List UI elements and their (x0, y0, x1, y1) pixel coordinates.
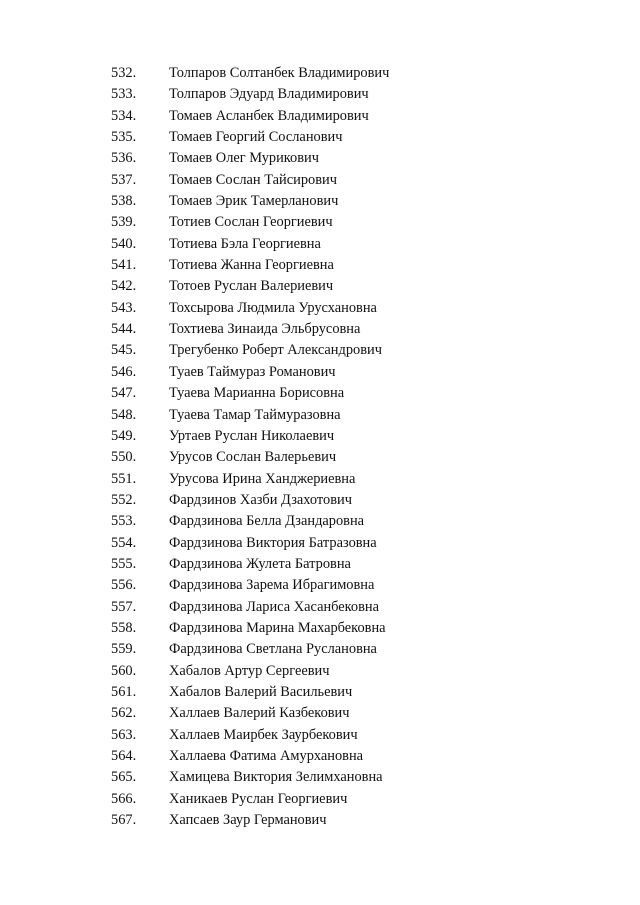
list-item (0, 63, 640, 84)
list-item-name: Томаев Асланбек Владимирович (169, 107, 369, 124)
list-item-number: 565. (111, 769, 137, 786)
list-item-name: Халлаев Маирбек Заурбекович (169, 726, 358, 743)
list-item-name: Урусова Ирина Ханджериевна (169, 470, 356, 487)
list-item (0, 191, 640, 212)
list-item (0, 554, 640, 575)
list-item-name: Туаев Таймураз Романович (169, 363, 336, 380)
list-item-name: Халлаев Валерий Казбекович (169, 705, 350, 722)
list-item-number: 557. (111, 598, 137, 615)
list-item-number: 555. (111, 555, 137, 572)
list-item (0, 319, 640, 340)
list-item (0, 639, 640, 660)
list-item-number: 546. (111, 363, 137, 380)
list-item (0, 298, 640, 319)
list-item-name: Толпаров Солтанбек Владимирович (169, 65, 390, 81)
list-item (0, 340, 640, 361)
list-item-name: Трегубенко Роберт Александрович (169, 342, 382, 359)
list-item-number: 554. (111, 534, 137, 551)
list-item-name: Фардзинова Марина Махарбековна (169, 619, 386, 636)
list-item-name: Томаев Георгий Сосланович (169, 129, 343, 146)
list-item-number: 561. (111, 683, 137, 700)
list-item-number: 549. (111, 427, 137, 444)
list-item-name: Фардзинова Светлана Руслановна (169, 641, 377, 658)
list-item-name: Фардзинова Белла Дзандаровна (169, 513, 365, 530)
list-item-number: 544. (111, 321, 137, 338)
list-item (0, 682, 640, 703)
list-item (0, 810, 640, 831)
list-item-number: 534. (111, 107, 137, 124)
list-item-name: Урусов Сослан Валерьевич (169, 449, 337, 466)
list-item-number: 551. (111, 470, 137, 487)
list-item-name: Уртаев Руслан Николаевич (169, 427, 335, 444)
list-item-number: 563. (111, 726, 137, 743)
list-item (0, 511, 640, 532)
list-item-name: Фардзинова Зарема Ибрагимовна (169, 577, 375, 594)
list-item (0, 597, 640, 618)
list-item-name: Тотоев Руслан Валериевич (169, 278, 334, 295)
list-item-number: 564. (111, 748, 137, 764)
list-item-name: Туаева Тамар Таймуразовна (169, 406, 341, 423)
list-item (0, 789, 640, 810)
list-item (0, 276, 640, 297)
list-item-number: 532. (111, 65, 137, 81)
list-item-name: Толпаров Эдуард Владимирович (169, 86, 369, 103)
list-item-name: Тотиева Бэла Георгиевна (169, 235, 321, 252)
list-item-number: 553. (111, 513, 137, 530)
list-item-number: 545. (111, 342, 137, 359)
list-item-number: 548. (111, 406, 137, 423)
list-item (0, 767, 640, 788)
list-item-name: Томаев Эрик Тамерланович (169, 193, 339, 210)
list-item-number: 550. (111, 449, 137, 466)
name-list (0, 63, 640, 831)
list-item-number: 543. (111, 299, 137, 316)
list-item (0, 148, 640, 169)
list-item-number: 540. (111, 235, 137, 252)
list-item-name: Ханикаев Руслан Георгиевич (169, 790, 348, 807)
list-item (0, 405, 640, 426)
list-item (0, 127, 640, 148)
list-item (0, 575, 640, 596)
list-item-number: 547. (111, 385, 137, 402)
list-item (0, 618, 640, 639)
list-item (0, 469, 640, 490)
list-item-number: 537. (111, 171, 137, 188)
list-item (0, 84, 640, 105)
list-item-number: 559. (111, 641, 137, 658)
list-item-name: Фардзинова Жулета Батровна (169, 555, 351, 572)
list-item (0, 170, 640, 191)
list-item (0, 447, 640, 468)
list-item-number: 535. (111, 129, 137, 146)
list-item (0, 212, 640, 233)
list-item-number: 533. (111, 86, 137, 103)
list-item (0, 661, 640, 682)
list-item-number: 567. (111, 812, 137, 829)
list-item (0, 703, 640, 724)
list-item (0, 383, 640, 404)
list-item (0, 746, 640, 767)
list-item (0, 490, 640, 511)
list-item-number: 542. (111, 278, 137, 295)
list-item-name: Хапсаев Заур Германович (169, 812, 327, 829)
list-item (0, 533, 640, 554)
list-item (0, 234, 640, 255)
list-item-name: Туаева Марианна Борисовна (169, 385, 345, 402)
list-item-name: Хабалов Валерий Васильевич (169, 683, 353, 700)
list-item-number: 536. (111, 150, 137, 167)
list-item-name: Томаев Олег Мурикович (169, 150, 319, 167)
list-item (0, 106, 640, 127)
list-item-number: 558. (111, 619, 137, 636)
list-item-number: 552. (111, 491, 137, 508)
list-item-number: 566. (111, 790, 137, 807)
list-item (0, 255, 640, 276)
list-item-number: 539. (111, 214, 137, 231)
list-item-number: 538. (111, 193, 137, 210)
list-item (0, 725, 640, 746)
list-item-name: Тотиев Сослан Георгиевич (169, 214, 333, 231)
list-item-name: Фардзинов Хазби Дзахотович (169, 491, 352, 508)
list-item-number: 541. (111, 257, 137, 274)
list-item-name: Фардзинова Виктория Батразовна (169, 534, 377, 551)
list-item-name: Фардзинова Лариса Хасанбековна (169, 598, 380, 615)
list-item-number: 560. (111, 662, 137, 679)
list-item-number: 562. (111, 705, 137, 722)
list-item-name: Томаев Сослан Тайсирович (169, 171, 337, 188)
list-item-name: Тохсырова Людмила Урусхановна (169, 299, 377, 316)
list-item-name: Халлаева Фатима Амурхановна (169, 748, 364, 764)
list-item-number: 556. (111, 577, 137, 594)
list-item (0, 426, 640, 447)
list-item-name: Тотиева Жанна Георгиевна (169, 257, 334, 274)
list-item-name: Хамицева Виктория Зелимхановна (169, 769, 383, 786)
list-item-name: Тохтиева Зинаида Эльбрусовна (169, 321, 361, 338)
list-item-name: Хабалов Артур Сергеевич (169, 662, 330, 679)
list-item (0, 362, 640, 383)
